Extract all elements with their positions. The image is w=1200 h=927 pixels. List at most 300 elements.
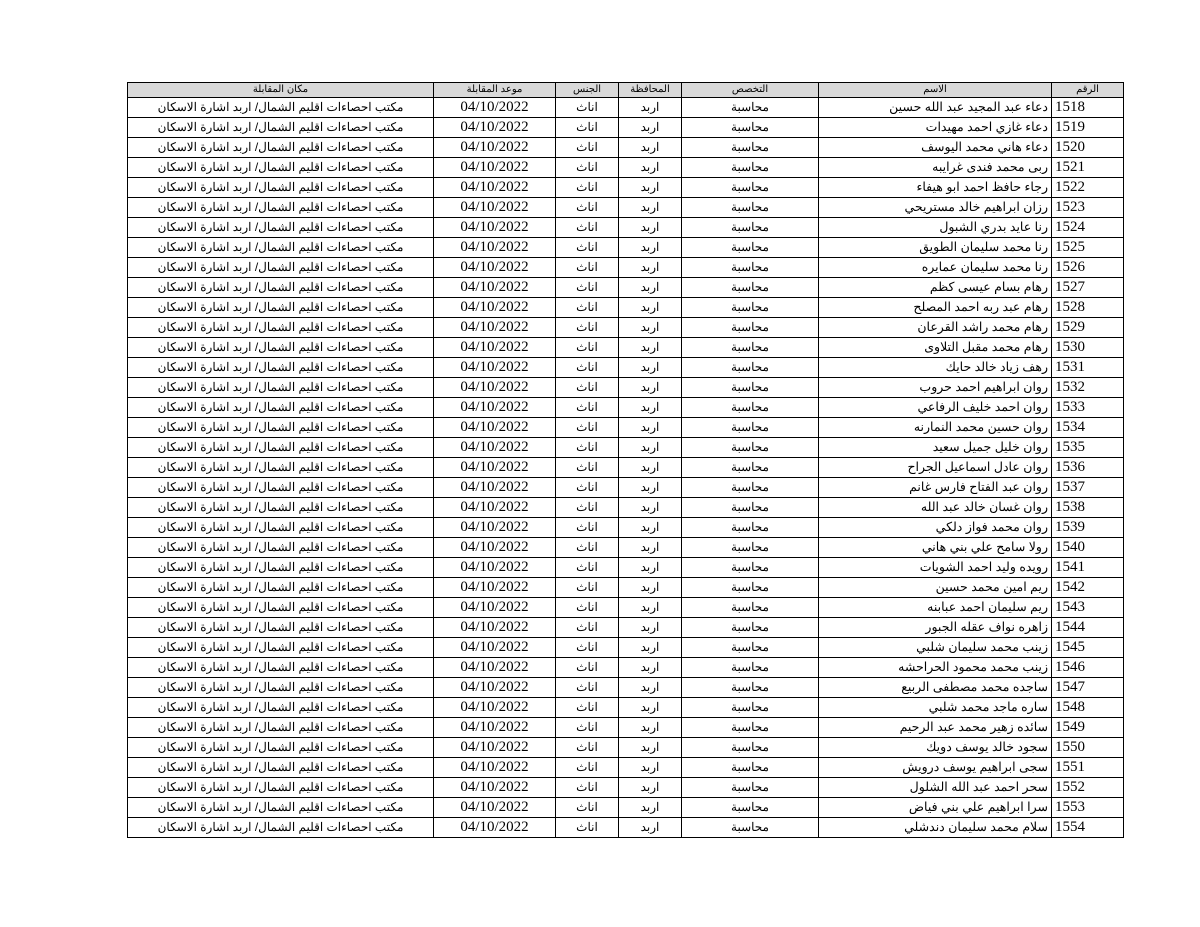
table-row <box>128 298 1124 318</box>
cell-interview-date: 04/10/2022 <box>434 638 556 658</box>
cell-number: 1544 <box>1052 618 1124 638</box>
cell-specialization: محاسبة <box>682 98 819 118</box>
cell-number: 1539 <box>1052 518 1124 538</box>
cell-interview-date: 04/10/2022 <box>434 238 556 258</box>
cell-specialization: محاسبة <box>682 478 819 498</box>
header-governorate: المحافظة <box>619 83 682 98</box>
table-row <box>128 758 1124 778</box>
cell-name: رنا محمد سليمان عمايره <box>819 258 1052 278</box>
cell-governorate: اربد <box>619 198 682 218</box>
table-row <box>128 338 1124 358</box>
cell-gender: اناث <box>556 578 619 598</box>
cell-number: 1529 <box>1052 318 1124 338</box>
cell-specialization: محاسبة <box>682 358 819 378</box>
cell-interview-date: 04/10/2022 <box>434 398 556 418</box>
cell-governorate: اربد <box>619 678 682 698</box>
cell-interview-date: 04/10/2022 <box>434 498 556 518</box>
cell-gender: اناث <box>556 338 619 358</box>
cell-interview-date: 04/10/2022 <box>434 98 556 118</box>
cell-interview-date: 04/10/2022 <box>434 418 556 438</box>
cell-interview-date: 04/10/2022 <box>434 478 556 498</box>
cell-gender: اناث <box>556 298 619 318</box>
cell-name: روان عبد الفتاح فارس غانم <box>819 478 1052 498</box>
cell-name: سجى ابراهيم يوسف درويش <box>819 758 1052 778</box>
cell-interview-place: مكتب احصاءات اقليم الشمال/ اربد اشارة الاسكان <box>128 398 434 418</box>
cell-gender: اناث <box>556 398 619 418</box>
cell-governorate: اربد <box>619 418 682 438</box>
cell-name: زينب محمد محمود الحراحشه <box>819 658 1052 678</box>
cell-interview-place: مكتب احصاءات اقليم الشمال/ اربد اشارة الاسكان <box>128 798 434 818</box>
cell-interview-place: مكتب احصاءات اقليم الشمال/ اربد اشارة الاسكان <box>128 98 434 118</box>
cell-governorate: اربد <box>619 338 682 358</box>
table-row <box>128 538 1124 558</box>
cell-name: رهام عبد ربه احمد المصلح <box>819 298 1052 318</box>
cell-governorate: اربد <box>619 258 682 278</box>
cell-specialization: محاسبة <box>682 178 819 198</box>
cell-name: رويده وليد احمد الشويات <box>819 558 1052 578</box>
cell-interview-date: 04/10/2022 <box>434 278 556 298</box>
cell-specialization: محاسبة <box>682 558 819 578</box>
cell-gender: اناث <box>556 238 619 258</box>
cell-governorate: اربد <box>619 398 682 418</box>
cell-gender: اناث <box>556 318 619 338</box>
cell-name: سلام محمد سليمان دندشلي <box>819 818 1052 838</box>
cell-gender: اناث <box>556 638 619 658</box>
cell-specialization: محاسبة <box>682 378 819 398</box>
table-row <box>128 678 1124 698</box>
table-row <box>128 558 1124 578</box>
cell-governorate: اربد <box>619 158 682 178</box>
table-row <box>128 498 1124 518</box>
cell-interview-place: مكتب احصاءات اقليم الشمال/ اربد اشارة الاسكان <box>128 278 434 298</box>
cell-gender: اناث <box>556 818 619 838</box>
cell-interview-place: مكتب احصاءات اقليم الشمال/ اربد اشارة الاسكان <box>128 778 434 798</box>
cell-interview-place: مكتب احصاءات اقليم الشمال/ اربد اشارة الاسكان <box>128 758 434 778</box>
cell-number: 1532 <box>1052 378 1124 398</box>
cell-interview-place: مكتب احصاءات اقليم الشمال/ اربد اشارة الاسكان <box>128 478 434 498</box>
cell-specialization: محاسبة <box>682 318 819 338</box>
cell-number: 1518 <box>1052 98 1124 118</box>
cell-governorate: اربد <box>619 218 682 238</box>
cell-interview-place: مكتب احصاءات اقليم الشمال/ اربد اشارة الاسكان <box>128 558 434 578</box>
cell-interview-place: مكتب احصاءات اقليم الشمال/ اربد اشارة الاسكان <box>128 738 434 758</box>
cell-specialization: محاسبة <box>682 518 819 538</box>
cell-governorate: اربد <box>619 298 682 318</box>
cell-specialization: محاسبة <box>682 818 819 838</box>
cell-interview-place: مكتب احصاءات اقليم الشمال/ اربد اشارة الاسكان <box>128 178 434 198</box>
cell-number: 1552 <box>1052 778 1124 798</box>
cell-specialization: محاسبة <box>682 498 819 518</box>
cell-number: 1523 <box>1052 198 1124 218</box>
cell-name: روان حسين محمد النمارنه <box>819 418 1052 438</box>
cell-interview-date: 04/10/2022 <box>434 178 556 198</box>
table-row <box>128 598 1124 618</box>
table-row <box>128 198 1124 218</box>
cell-interview-place: مكتب احصاءات اقليم الشمال/ اربد اشارة الاسكان <box>128 678 434 698</box>
cell-number: 1537 <box>1052 478 1124 498</box>
cell-interview-place: مكتب احصاءات اقليم الشمال/ اربد اشارة الاسكان <box>128 658 434 678</box>
cell-specialization: محاسبة <box>682 438 819 458</box>
cell-interview-date: 04/10/2022 <box>434 258 556 278</box>
cell-specialization: محاسبة <box>682 238 819 258</box>
cell-interview-place: مكتب احصاءات اقليم الشمال/ اربد اشارة الاسكان <box>128 318 434 338</box>
cell-name: سحر احمد عبد الله الشلول <box>819 778 1052 798</box>
cell-name: رولا سامح علي بني هاني <box>819 538 1052 558</box>
cell-interview-date: 04/10/2022 <box>434 698 556 718</box>
table-row <box>128 618 1124 638</box>
cell-interview-place: مكتب احصاءات اقليم الشمال/ اربد اشارة الاسكان <box>128 538 434 558</box>
cell-interview-date: 04/10/2022 <box>434 538 556 558</box>
cell-number: 1534 <box>1052 418 1124 438</box>
table-body <box>128 98 1124 838</box>
cell-interview-place: مكتب احصاءات اقليم الشمال/ اربد اشارة الاسكان <box>128 818 434 838</box>
cell-gender: اناث <box>556 198 619 218</box>
cell-gender: اناث <box>556 158 619 178</box>
cell-interview-date: 04/10/2022 <box>434 378 556 398</box>
cell-number: 1545 <box>1052 638 1124 658</box>
cell-name: دعاء غازي احمد مهيدات <box>819 118 1052 138</box>
cell-governorate: اربد <box>619 818 682 838</box>
cell-governorate: اربد <box>619 498 682 518</box>
cell-name: زينب محمد سليمان شلبي <box>819 638 1052 658</box>
cell-interview-place: مكتب احصاءات اقليم الشمال/ اربد اشارة الاسكان <box>128 698 434 718</box>
cell-interview-place: مكتب احصاءات اقليم الشمال/ اربد اشارة الاسكان <box>128 378 434 398</box>
cell-interview-place: مكتب احصاءات اقليم الشمال/ اربد اشارة الاسكان <box>128 718 434 738</box>
cell-name: دعاء هاني محمد اليوسف <box>819 138 1052 158</box>
cell-interview-place: مكتب احصاءات اقليم الشمال/ اربد اشارة الاسكان <box>128 338 434 358</box>
cell-gender: اناث <box>556 278 619 298</box>
table-row <box>128 638 1124 658</box>
table-row <box>128 258 1124 278</box>
cell-specialization: محاسبة <box>682 538 819 558</box>
cell-governorate: اربد <box>619 798 682 818</box>
cell-number: 1554 <box>1052 818 1124 838</box>
cell-interview-place: مكتب احصاءات اقليم الشمال/ اربد اشارة الاسكان <box>128 358 434 378</box>
cell-interview-place: مكتب احصاءات اقليم الشمال/ اربد اشارة الاسكان <box>128 458 434 478</box>
cell-name: رزان ابراهيم خالد مستريحي <box>819 198 1052 218</box>
cell-number: 1525 <box>1052 238 1124 258</box>
cell-governorate: اربد <box>619 658 682 678</box>
table-row <box>128 398 1124 418</box>
cell-specialization: محاسبة <box>682 118 819 138</box>
cell-name: روان احمد خليف الرفاعي <box>819 398 1052 418</box>
cell-governorate: اربد <box>619 138 682 158</box>
cell-number: 1526 <box>1052 258 1124 278</box>
cell-governorate: اربد <box>619 358 682 378</box>
cell-gender: اناث <box>556 138 619 158</box>
cell-gender: اناث <box>556 438 619 458</box>
table-row <box>128 518 1124 538</box>
cell-number: 1546 <box>1052 658 1124 678</box>
cell-interview-date: 04/10/2022 <box>434 618 556 638</box>
cell-interview-date: 04/10/2022 <box>434 338 556 358</box>
table-row <box>128 458 1124 478</box>
cell-gender: اناث <box>556 618 619 638</box>
table-row <box>128 798 1124 818</box>
cell-gender: اناث <box>556 778 619 798</box>
cell-governorate: اربد <box>619 758 682 778</box>
cell-specialization: محاسبة <box>682 258 819 278</box>
cell-interview-place: مكتب احصاءات اقليم الشمال/ اربد اشارة الاسكان <box>128 238 434 258</box>
cell-interview-date: 04/10/2022 <box>434 818 556 838</box>
cell-governorate: اربد <box>619 638 682 658</box>
table-row <box>128 178 1124 198</box>
cell-gender: اناث <box>556 558 619 578</box>
cell-name: روان غسان خالد عبد الله <box>819 498 1052 518</box>
cell-interview-place: مكتب احصاءات اقليم الشمال/ اربد اشارة الاسكان <box>128 198 434 218</box>
cell-governorate: اربد <box>619 718 682 738</box>
cell-governorate: اربد <box>619 778 682 798</box>
cell-name: روان عادل اسماعيل الجراح <box>819 458 1052 478</box>
cell-interview-place: مكتب احصاءات اقليم الشمال/ اربد اشارة الاسكان <box>128 138 434 158</box>
cell-specialization: محاسبة <box>682 598 819 618</box>
table-row <box>128 98 1124 118</box>
cell-governorate: اربد <box>619 378 682 398</box>
cell-governorate: اربد <box>619 578 682 598</box>
cell-specialization: محاسبة <box>682 138 819 158</box>
cell-interview-date: 04/10/2022 <box>434 318 556 338</box>
cell-interview-place: مكتب احصاءات اقليم الشمال/ اربد اشارة الاسكان <box>128 578 434 598</box>
cell-name: سرا ابراهيم علي بني فياض <box>819 798 1052 818</box>
table-row <box>128 218 1124 238</box>
cell-specialization: محاسبة <box>682 618 819 638</box>
cell-gender: اناث <box>556 98 619 118</box>
cell-number: 1553 <box>1052 798 1124 818</box>
cell-name: رنا محمد سليمان الطويق <box>819 238 1052 258</box>
cell-number: 1540 <box>1052 538 1124 558</box>
table-row <box>128 278 1124 298</box>
table-row <box>128 698 1124 718</box>
cell-name: رجاء حافظ احمد ابو هيفاء <box>819 178 1052 198</box>
cell-gender: اناث <box>556 538 619 558</box>
table-row <box>128 238 1124 258</box>
cell-number: 1536 <box>1052 458 1124 478</box>
cell-governorate: اربد <box>619 538 682 558</box>
cell-number: 1549 <box>1052 718 1124 738</box>
cell-governorate: اربد <box>619 98 682 118</box>
table-row <box>128 738 1124 758</box>
cell-specialization: محاسبة <box>682 778 819 798</box>
table-row <box>128 358 1124 378</box>
cell-specialization: محاسبة <box>682 458 819 478</box>
cell-name: سجود خالد يوسف دويك <box>819 738 1052 758</box>
cell-gender: اناث <box>556 178 619 198</box>
cell-gender: اناث <box>556 258 619 278</box>
cell-interview-date: 04/10/2022 <box>434 518 556 538</box>
cell-interview-date: 04/10/2022 <box>434 358 556 378</box>
cell-governorate: اربد <box>619 698 682 718</box>
cell-interview-date: 04/10/2022 <box>434 738 556 758</box>
cell-gender: اناث <box>556 518 619 538</box>
cell-gender: اناث <box>556 698 619 718</box>
cell-number: 1524 <box>1052 218 1124 238</box>
cell-interview-date: 04/10/2022 <box>434 158 556 178</box>
header-name: الاسم <box>819 83 1052 98</box>
cell-interview-place: مكتب احصاءات اقليم الشمال/ اربد اشارة الاسكان <box>128 438 434 458</box>
cell-interview-place: مكتب احصاءات اقليم الشمال/ اربد اشارة الاسكان <box>128 518 434 538</box>
cell-specialization: محاسبة <box>682 298 819 318</box>
cell-governorate: اربد <box>619 118 682 138</box>
cell-governorate: اربد <box>619 238 682 258</box>
cell-specialization: محاسبة <box>682 658 819 678</box>
cell-number: 1548 <box>1052 698 1124 718</box>
cell-interview-date: 04/10/2022 <box>434 598 556 618</box>
cell-gender: اناث <box>556 678 619 698</box>
header-row <box>128 83 1124 98</box>
cell-interview-date: 04/10/2022 <box>434 218 556 238</box>
cell-number: 1528 <box>1052 298 1124 318</box>
cell-interview-date: 04/10/2022 <box>434 298 556 318</box>
cell-name: روان محمد فواز دلكي <box>819 518 1052 538</box>
cell-interview-place: مكتب احصاءات اقليم الشمال/ اربد اشارة الاسكان <box>128 218 434 238</box>
cell-interview-place: مكتب احصاءات اقليم الشمال/ اربد اشارة الاسكان <box>128 298 434 318</box>
cell-specialization: محاسبة <box>682 398 819 418</box>
cell-name: روان ابراهيم احمد حروب <box>819 378 1052 398</box>
header-interview-place: مكان المقابلة <box>128 83 434 98</box>
cell-name: ريم امين محمد حسين <box>819 578 1052 598</box>
cell-name: رهام بسام عيسى كظم <box>819 278 1052 298</box>
table-row <box>128 118 1124 138</box>
cell-governorate: اربد <box>619 518 682 538</box>
table-row <box>128 658 1124 678</box>
cell-interview-date: 04/10/2022 <box>434 758 556 778</box>
cell-interview-place: مكتب احصاءات اقليم الشمال/ اربد اشارة الاسكان <box>128 598 434 618</box>
cell-gender: اناث <box>556 458 619 478</box>
cell-interview-place: مكتب احصاءات اقليم الشمال/ اربد اشارة الاسكان <box>128 498 434 518</box>
cell-number: 1542 <box>1052 578 1124 598</box>
cell-gender: اناث <box>556 718 619 738</box>
cell-name: رهام محمد راشد القرعان <box>819 318 1052 338</box>
header-interview-date: موعد المقابلة <box>434 83 556 98</box>
cell-interview-date: 04/10/2022 <box>434 578 556 598</box>
table-row <box>128 138 1124 158</box>
cell-specialization: محاسبة <box>682 218 819 238</box>
cell-number: 1535 <box>1052 438 1124 458</box>
header-gender: الجنس <box>556 83 619 98</box>
table-row <box>128 378 1124 398</box>
cell-interview-date: 04/10/2022 <box>434 718 556 738</box>
cell-interview-date: 04/10/2022 <box>434 118 556 138</box>
cell-specialization: محاسبة <box>682 638 819 658</box>
cell-name: دعاء عبد المجيد عبد الله حسين <box>819 98 1052 118</box>
cell-governorate: اربد <box>619 318 682 338</box>
cell-gender: اناث <box>556 218 619 238</box>
cell-specialization: محاسبة <box>682 698 819 718</box>
cell-gender: اناث <box>556 378 619 398</box>
cell-interview-date: 04/10/2022 <box>434 658 556 678</box>
cell-number: 1531 <box>1052 358 1124 378</box>
cell-number: 1547 <box>1052 678 1124 698</box>
cell-number: 1541 <box>1052 558 1124 578</box>
cell-gender: اناث <box>556 418 619 438</box>
cell-name: ريم سليمان احمد عبابنه <box>819 598 1052 618</box>
cell-interview-place: مكتب احصاءات اقليم الشمال/ اربد اشارة الاسكان <box>128 258 434 278</box>
table-row <box>128 158 1124 178</box>
cell-specialization: محاسبة <box>682 738 819 758</box>
cell-name: روان خليل جميل سعيد <box>819 438 1052 458</box>
cell-number: 1543 <box>1052 598 1124 618</box>
cell-governorate: اربد <box>619 738 682 758</box>
cell-governorate: اربد <box>619 478 682 498</box>
cell-specialization: محاسبة <box>682 158 819 178</box>
cell-name: ساره ماجد محمد شلبي <box>819 698 1052 718</box>
header-number: الرقم <box>1052 83 1124 98</box>
cell-interview-date: 04/10/2022 <box>434 438 556 458</box>
cell-gender: اناث <box>556 738 619 758</box>
cell-gender: اناث <box>556 118 619 138</box>
cell-specialization: محاسبة <box>682 758 819 778</box>
table-row <box>128 478 1124 498</box>
cell-name: زاهره نواف عقله الجبور <box>819 618 1052 638</box>
cell-specialization: محاسبة <box>682 718 819 738</box>
cell-interview-place: مكتب احصاءات اقليم الشمال/ اربد اشارة الاسكان <box>128 418 434 438</box>
cell-specialization: محاسبة <box>682 198 819 218</box>
cell-interview-place: مكتب احصاءات اقليم الشمال/ اربد اشارة الاسكان <box>128 118 434 138</box>
cell-name: رهف زياد خالد حايك <box>819 358 1052 378</box>
cell-interview-date: 04/10/2022 <box>434 558 556 578</box>
cell-interview-date: 04/10/2022 <box>434 458 556 478</box>
cell-number: 1550 <box>1052 738 1124 758</box>
cell-specialization: محاسبة <box>682 678 819 698</box>
cell-gender: اناث <box>556 358 619 378</box>
table-row <box>128 418 1124 438</box>
cell-name: ساجده محمد مصطفى الربيع <box>819 678 1052 698</box>
cell-interview-date: 04/10/2022 <box>434 778 556 798</box>
cell-name: سائده زهير محمد عبد الرحيم <box>819 718 1052 738</box>
cell-gender: اناث <box>556 598 619 618</box>
cell-number: 1521 <box>1052 158 1124 178</box>
cell-governorate: اربد <box>619 458 682 478</box>
cell-number: 1520 <box>1052 138 1124 158</box>
cell-number: 1533 <box>1052 398 1124 418</box>
cell-gender: اناث <box>556 798 619 818</box>
cell-interview-place: مكتب احصاءات اقليم الشمال/ اربد اشارة الاسكان <box>128 158 434 178</box>
cell-governorate: اربد <box>619 558 682 578</box>
table-row <box>128 318 1124 338</box>
cell-number: 1538 <box>1052 498 1124 518</box>
cell-specialization: محاسبة <box>682 338 819 358</box>
cell-number: 1527 <box>1052 278 1124 298</box>
interview-schedule-table <box>127 82 1124 838</box>
cell-specialization: محاسبة <box>682 798 819 818</box>
cell-number: 1519 <box>1052 118 1124 138</box>
cell-specialization: محاسبة <box>682 278 819 298</box>
table-row <box>128 778 1124 798</box>
cell-specialization: محاسبة <box>682 418 819 438</box>
table-row <box>128 438 1124 458</box>
cell-interview-date: 04/10/2022 <box>434 798 556 818</box>
cell-interview-place: مكتب احصاءات اقليم الشمال/ اربد اشارة الاسكان <box>128 638 434 658</box>
cell-gender: اناث <box>556 478 619 498</box>
cell-name: ربى محمد فندى غرايبه <box>819 158 1052 178</box>
table-row <box>128 818 1124 838</box>
cell-interview-date: 04/10/2022 <box>434 198 556 218</box>
cell-number: 1530 <box>1052 338 1124 358</box>
cell-number: 1551 <box>1052 758 1124 778</box>
cell-governorate: اربد <box>619 438 682 458</box>
cell-name: رنا عايد بدري الشبول <box>819 218 1052 238</box>
table-row <box>128 718 1124 738</box>
cell-governorate: اربد <box>619 178 682 198</box>
cell-specialization: محاسبة <box>682 578 819 598</box>
cell-governorate: اربد <box>619 618 682 638</box>
cell-gender: اناث <box>556 758 619 778</box>
cell-interview-date: 04/10/2022 <box>434 138 556 158</box>
cell-governorate: اربد <box>619 278 682 298</box>
table-row <box>128 578 1124 598</box>
cell-governorate: اربد <box>619 598 682 618</box>
cell-gender: اناث <box>556 658 619 678</box>
